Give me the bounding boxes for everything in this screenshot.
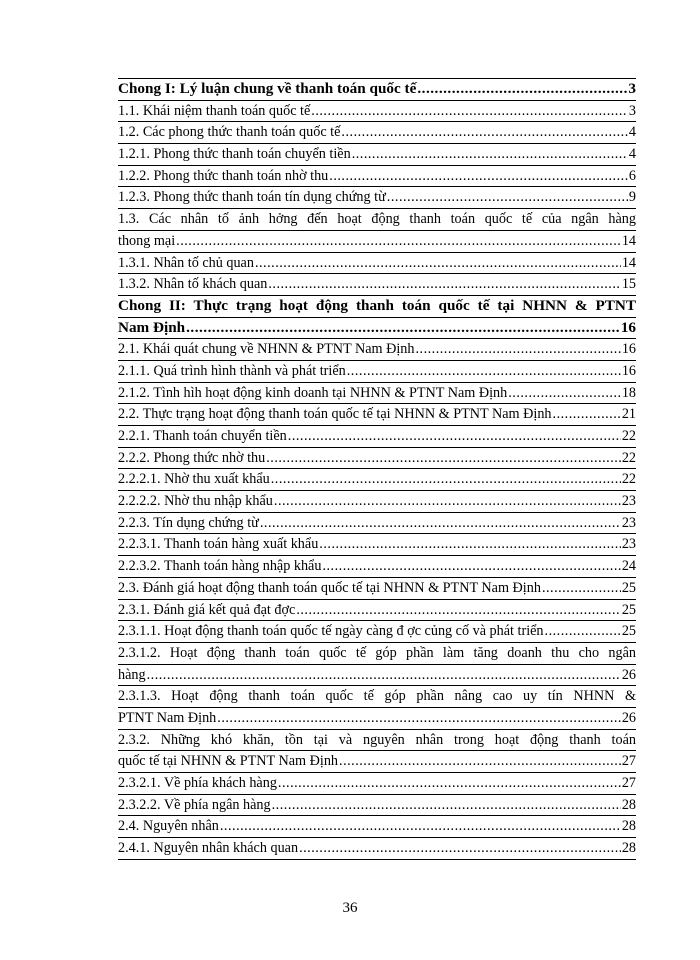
leader-dots (186, 318, 620, 339)
leader-dots (545, 621, 621, 642)
toc-entry-page: 24 (621, 558, 636, 575)
toc-entry-wrapped-line2 (118, 708, 636, 730)
leader-dots (288, 426, 621, 447)
toc-entry-page: 18 (621, 384, 636, 401)
leader-dots (299, 838, 621, 859)
toc-entry (118, 426, 636, 448)
toc-entry-page: 15 (621, 276, 636, 293)
toc-entry-page: 23 (621, 536, 636, 553)
leader-dots (542, 578, 621, 599)
leader-dots (417, 79, 627, 100)
toc-entry-page: 4 (628, 146, 636, 163)
leader-dots (147, 665, 621, 686)
toc-entry-page: 28 (621, 796, 636, 813)
toc-entry-title: 1.1. Khái niệm thanh toán quốc tế (118, 102, 311, 119)
toc-entry-title: 1.2.1. Phong thức thanh toán chuyển tiền (118, 146, 351, 163)
toc-entry-title: 1.3.2. Nhân tố khách quan (118, 276, 268, 293)
toc-entry-page: 16 (621, 362, 636, 379)
toc-entry-page: 14 (621, 232, 636, 249)
toc-entry-page: 3 (628, 102, 636, 119)
toc-entry (118, 578, 636, 600)
leader-dots (553, 404, 621, 425)
toc-entry-chapter-2-line1 (118, 296, 636, 318)
leader-dots (387, 187, 628, 208)
leader-dots (260, 513, 621, 534)
toc-entry (118, 469, 636, 491)
toc-entry (118, 187, 636, 209)
toc-entry (118, 795, 636, 817)
toc-entry-wrapped-line2 (118, 231, 636, 253)
toc-entry-title: Chong I: Lý luận chung về thanh toán quốc tế (118, 80, 417, 97)
toc-entry-wrapped-line1 (118, 686, 636, 708)
toc-entry-title: 2.2.2.2. Nhờ thu nhập khẩu (118, 493, 273, 510)
toc-entry-title-cont: PTNT Nam Định (118, 709, 217, 726)
toc-entry-page: 25 (621, 601, 636, 618)
leader-dots (176, 231, 621, 252)
leader-dots (266, 448, 621, 469)
toc-entry-title: 2.3.1.3. Hoạt động thanh toán quốc tế góp phần nâng cao uy tín NHNN & (118, 688, 636, 705)
leader-dots (352, 144, 628, 165)
toc-entry-page: 28 (621, 818, 636, 835)
toc-entry (118, 274, 636, 296)
toc-entry-wrapped-line1 (118, 209, 636, 231)
toc-entry-page: 4 (628, 124, 636, 141)
leader-dots (347, 361, 621, 382)
toc-entry-title: 1.2.2. Phong thức thanh toán nhờ thu (118, 167, 329, 184)
toc-entry-page: 23 (621, 493, 636, 510)
toc-entry (118, 144, 636, 166)
toc-entry-title: 2.2.1. Thanh toán chuyển tiền (118, 428, 287, 444)
toc-entry-title: 2.4.1. Nguyên nhân khách quan (118, 840, 299, 857)
toc-entry-page: 14 (621, 254, 636, 271)
leader-dots (415, 339, 620, 360)
toc-entry (118, 491, 636, 513)
toc-entry-title: 2.3.1.2. Hoạt động thanh toán quốc tế góp phần làm tăng doanh thu cho ngân (118, 644, 636, 661)
toc-entry (118, 600, 636, 622)
toc-entry-title: 2.3.1. Đánh giá kết quả đạt đợc (118, 601, 296, 618)
toc-entry-title: 2.1. Khái quát chung về NHNN & PTNT Nam Định (118, 341, 415, 358)
toc-entry (118, 513, 636, 535)
leader-dots (296, 600, 621, 621)
toc-entry-wrapped-line2 (118, 751, 636, 773)
leader-dots (341, 122, 627, 143)
toc-entry (118, 404, 636, 426)
toc-entry-page: 25 (621, 623, 636, 640)
toc-entry-page: 22 (621, 449, 636, 466)
toc-entry-title: 2.3.2.1. Về phía khách hàng (118, 775, 277, 791)
toc-entry-title: 2.1.2. Tình hìh hoạt động kinh doanh tại NHNN & PTNT Nam Định (118, 384, 508, 401)
toc-entry (118, 448, 636, 470)
toc-entry-page: 27 (621, 753, 636, 770)
toc-entry-title: 2.2.2.1. Nhờ thu xuất khẩu (118, 471, 270, 488)
toc-entry (118, 166, 636, 188)
toc-entry-chapter-2-line2 (118, 318, 636, 340)
leader-dots (274, 491, 621, 512)
toc-entry-title: 1.3.1. Nhân tố chủ quan (118, 254, 254, 271)
toc-entry-title: 2.2.3.1. Thanh toán hàng xuất khẩu (118, 536, 319, 553)
toc-entry-title: 2.2.2. Phong thức nhờ thu (118, 449, 266, 466)
leader-dots (311, 101, 628, 122)
toc-entry-title: 2.3.2. Những khó khăn, tồn tại và nguyên nhân trong hoạt động thanh toán (118, 731, 636, 748)
leader-dots (329, 166, 628, 187)
leader-dots (268, 274, 620, 295)
leader-dots (278, 773, 621, 794)
toc-entry-title-cont: thong mại (118, 232, 176, 249)
toc-entry (118, 556, 636, 578)
toc-entry-page: 3 (628, 80, 636, 97)
toc-entry-title: 2.4. Nguyên nhân (118, 818, 219, 835)
toc-entry-page: 28 (621, 840, 636, 857)
toc-entry-page: 23 (621, 514, 636, 531)
leader-dots (339, 751, 621, 772)
toc-entry-page: 16 (621, 341, 636, 358)
toc-entry-title: 2.3.2.2. Về phía ngân hàng (118, 796, 271, 813)
page-number: 36 (342, 900, 358, 916)
toc-entry-wrapped-line1 (118, 643, 636, 665)
toc-entry-title: Chong II: Thực trạng hoạt động thanh toán quốc tế tại NHNN & PTNT (118, 296, 636, 314)
toc-entry (118, 253, 636, 275)
toc-entry-page: 27 (621, 775, 636, 791)
leader-dots (272, 795, 621, 816)
toc-entry (118, 383, 636, 405)
toc-entry-title: 2.2. Thực trạng hoạt động thanh toán quốc tế tại NHNN & PTNT Nam Định (118, 406, 552, 423)
toc-entry-title: 1.2. Các phong thức thanh toán quốc tế (118, 124, 341, 141)
toc-entry-wrapped-line2 (118, 665, 636, 687)
toc-entry-title: 2.3. Đánh giá hoạt động thanh toán quốc tế tại NHNN & PTNT Nam Định (118, 579, 541, 596)
leader-dots (255, 253, 621, 274)
toc-entry (118, 101, 636, 123)
toc-entry (118, 816, 636, 838)
toc-entry-chapter-1 (118, 79, 636, 101)
toc-entry-page: 9 (628, 189, 636, 206)
toc-entry-page: 26 (621, 666, 636, 683)
toc-entry-page: 25 (621, 579, 636, 596)
toc-entry-title-cont: quốc tế tại NHNN & PTNT Nam Định (118, 753, 339, 770)
toc-entry-title: 2.2.3. Tín dụng chứng từ (118, 514, 259, 531)
table-of-contents (118, 78, 636, 860)
toc-entry (118, 122, 636, 144)
toc-entry-title: 2.3.1.1. Hoạt động thanh toán quốc tế ngày càng đ ợc củng cố và phát triển (118, 623, 544, 640)
toc-entry-page: 6 (628, 167, 636, 184)
toc-entry-page: 22 (621, 471, 636, 488)
toc-entry-title: 1.2.3. Phong thức thanh toán tín dụng chứng từ (118, 189, 386, 206)
leader-dots (271, 469, 621, 490)
toc-entry-page: 26 (621, 709, 636, 726)
leader-dots (322, 556, 620, 577)
toc-entry-title-cont: Nam Định (118, 318, 186, 336)
toc-entry (118, 773, 636, 795)
toc-entry-title: 1.3. Các nhân tố ảnh hởng đến hoạt động thanh toán quốc tế của ngân hàng (118, 211, 636, 228)
toc-entry (118, 838, 636, 860)
toc-entry-page: 22 (621, 428, 636, 444)
toc-entry (118, 621, 636, 643)
toc-entry (118, 361, 636, 383)
toc-entry-wrapped-line1 (118, 730, 636, 752)
toc-entry-page: 16 (620, 318, 636, 336)
toc-entry-title-cont: hàng (118, 666, 146, 683)
toc-entry-page: 21 (621, 406, 636, 423)
leader-dots (217, 708, 621, 729)
leader-dots (319, 534, 621, 555)
toc-entry-title: 2.2.3.2. Thanh toán hàng nhập khẩu (118, 558, 322, 575)
toc-entry-title: 2.1.1. Quá trình hình thành và phát triển (118, 362, 346, 379)
leader-dots (220, 816, 621, 837)
leader-dots (508, 383, 621, 404)
toc-entry (118, 339, 636, 361)
toc-entry (118, 534, 636, 556)
